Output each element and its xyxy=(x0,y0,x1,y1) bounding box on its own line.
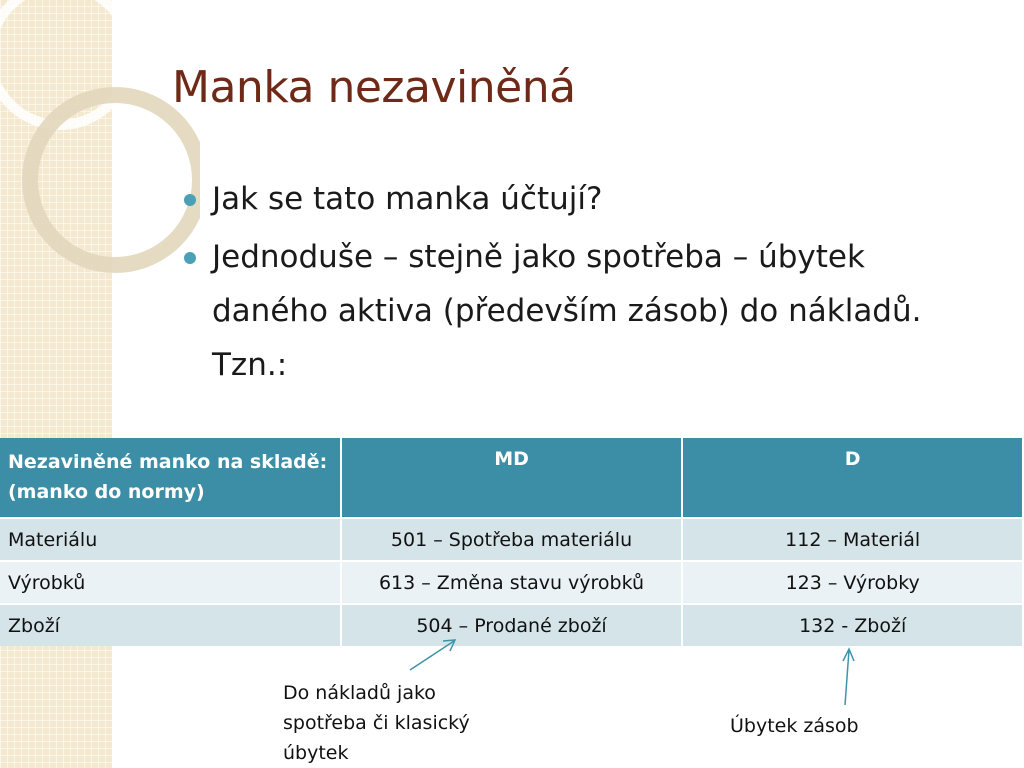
cell-credit: 112 – Materiál xyxy=(682,518,1023,561)
table-row xyxy=(0,561,1023,604)
bullet-list xyxy=(182,172,982,396)
note-inventory-decrease: Úbytek zásob xyxy=(730,715,859,737)
bullet-text: Jednoduše – stejně jako spotřeba – úbytek daného aktiva (především zásob) do nákladů. Tzn.: xyxy=(212,239,922,383)
accounting-table-container xyxy=(0,438,1024,646)
decorative-ring-bottom xyxy=(30,95,200,265)
bullet-dot-icon xyxy=(184,252,196,264)
decorative-rings xyxy=(0,0,200,300)
slide-title: Manka nezaviněná xyxy=(172,62,576,113)
cell-debit: 504 – Prodané zboží xyxy=(341,604,683,646)
arrow-to-credit-icon xyxy=(843,649,854,705)
header-debit: MD xyxy=(341,438,683,518)
table-header-row xyxy=(0,438,1023,518)
cell-item: Zboží xyxy=(0,604,341,646)
cell-item: Výrobků xyxy=(0,561,341,604)
header-shortage-type: Nezaviněné manko na skladě: (manko do normy) xyxy=(0,438,341,518)
bullet-dot-icon xyxy=(184,194,196,206)
accounting-table xyxy=(0,438,1024,646)
cell-credit: 123 – Výrobky xyxy=(682,561,1023,604)
bullet-item xyxy=(182,230,982,392)
cell-credit: 132 - Zboží xyxy=(682,604,1023,646)
header-credit: D xyxy=(682,438,1023,518)
bullet-text: Jak se tato manka účtují? xyxy=(212,181,603,217)
cell-debit: 613 – Změna stavu výrobků xyxy=(341,561,683,604)
table-row xyxy=(0,518,1023,561)
note-expenses: Do nákladů jako spotřeba či klasický úbytek xyxy=(283,682,470,764)
cell-debit: 501 – Spotřeba materiálu xyxy=(341,518,683,561)
table-row xyxy=(0,604,1023,646)
cell-item: Materiálu xyxy=(0,518,341,561)
bullet-item xyxy=(182,172,982,226)
